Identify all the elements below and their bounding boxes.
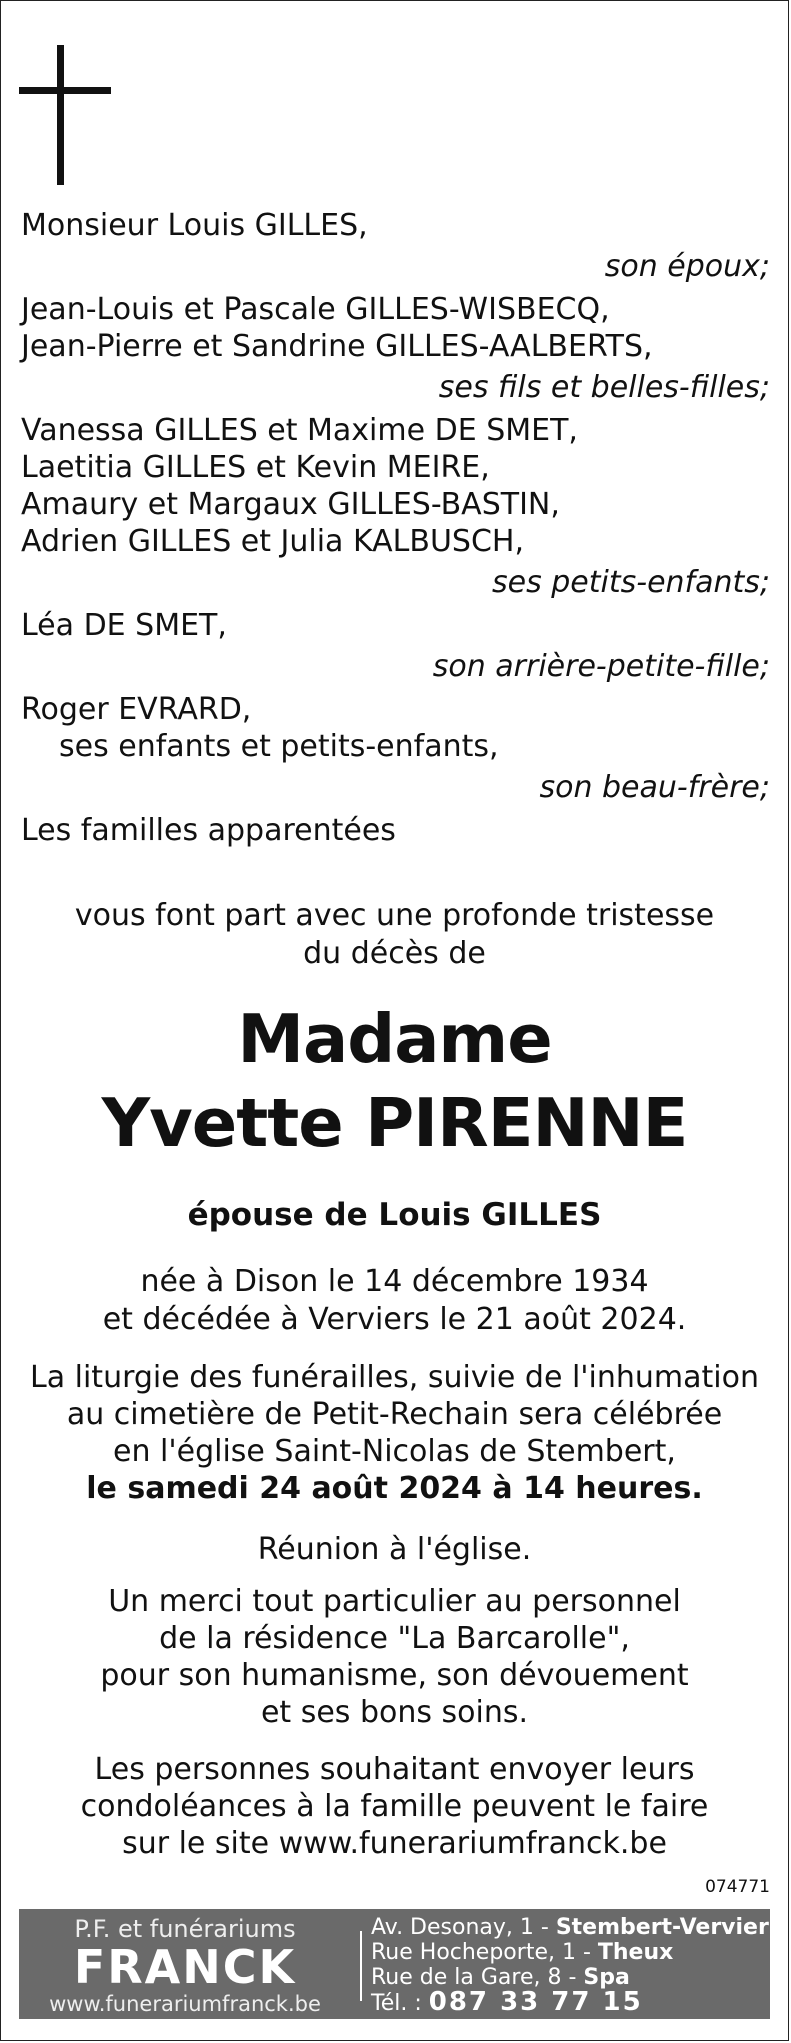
family-relation: ses fils et belles-filles; <box>438 370 770 405</box>
family-member: Amaury et Margaux GILLES-BASTIN, <box>21 487 560 522</box>
birth-death-dates <box>1 1263 788 1339</box>
family-list <box>21 207 770 849</box>
funeral-service <box>1 1359 788 1507</box>
service-line: en l'église Saint-Nicolas de Stembert, <box>113 1434 676 1469</box>
family-member: ses enfants et petits-enfants, <box>59 729 499 764</box>
family-member: Les familles apparentées <box>21 813 396 848</box>
thanks-line: Un merci tout particulier au personnel <box>108 1584 681 1619</box>
address-line <box>371 1915 782 1940</box>
service-line: La liturgie des funérailles, suivie de l'inhumation <box>30 1360 759 1395</box>
address-city: Spa <box>583 1965 630 1990</box>
thanks-line: pour son humanisme, son dévouement <box>100 1658 689 1693</box>
service-line: au cimetière de Petit-Rechain sera célébrée <box>66 1397 723 1432</box>
banner-website: www.funerariumfranck.be <box>49 1992 321 2016</box>
family-relation: son époux; <box>604 249 770 284</box>
thanks-message <box>1 1583 788 1731</box>
address-street: Av. Desonay, 1 - <box>371 1915 556 1940</box>
cross-icon <box>19 45 111 185</box>
funeral-home-logo <box>19 1909 351 2019</box>
family-member: Monsieur Louis GILLES, <box>21 208 368 243</box>
family-member: Roger EVRARD, <box>21 692 252 727</box>
thanks-line: de la résidence "La Barcarolle", <box>159 1621 630 1656</box>
phone-number: 087 33 77 15 <box>428 1987 643 2017</box>
announcement-line: du décès de <box>303 936 486 971</box>
address-city: Stembert-Verviers <box>555 1915 782 1940</box>
family-member: Adrien GILLES et Julia KALBUSCH, <box>21 524 524 559</box>
family-member: Jean-Louis et Pascale GILLES-WISBECQ, <box>21 292 610 327</box>
phone-label: Tél. : <box>371 1991 429 2016</box>
banner-tagline: P.F. et funérariums <box>74 1915 296 1943</box>
banner-addresses <box>371 1915 782 2016</box>
address-street: Rue Hocheporte, 1 - <box>371 1940 598 1965</box>
thanks-line: et ses bons soins. <box>260 1695 529 1730</box>
reference-number: 074771 <box>705 1877 770 1897</box>
announcement <box>1 897 788 973</box>
family-member: Laetitia GILLES et Kevin MEIRE, <box>21 450 490 485</box>
family-relation: son arrière-petite-fille; <box>432 649 770 684</box>
birth-line: née à Dison le 14 décembre 1934 <box>140 1264 649 1299</box>
deceased-name <box>1 997 788 1165</box>
meeting-line: Réunion à l'église. <box>257 1532 532 1567</box>
funeral-home-banner <box>19 1909 782 2019</box>
family-member: Jean-Pierre et Sandrine GILLES-AALBERTS, <box>21 329 653 364</box>
family-relation: ses petits-enfants; <box>492 565 770 600</box>
phone-line <box>371 1987 782 2017</box>
address-street: Rue de la Gare, 8 - <box>371 1965 584 1990</box>
deceased-full-name: Yvette PIRENNE <box>101 1084 688 1162</box>
announcement-line: vous font part avec une profonde tristesse <box>74 898 715 933</box>
condolences-message <box>1 1751 788 1862</box>
deceased-title: Madame <box>237 1000 552 1078</box>
death-line: et décédée à Verviers le 21 août 2024. <box>102 1302 687 1337</box>
banner-brand: FRANCK <box>73 1940 297 1994</box>
banner-divider <box>360 1931 362 2001</box>
spouse-line: épouse de Louis GILLES <box>187 1197 602 1233</box>
condolences-line: Les personnes souhaitant envoyer leurs <box>94 1752 695 1787</box>
address-line <box>371 1940 782 1965</box>
service-date: le samedi 24 août 2024 à 14 heures. <box>86 1471 703 1506</box>
family-relation: son beau-frère; <box>539 770 770 805</box>
family-member: Léa DE SMET, <box>21 608 227 643</box>
family-member: Vanessa GILLES et Maxime DE SMET, <box>21 413 578 448</box>
address-city: Theux <box>597 1940 674 1965</box>
condolences-line: sur le site www.funerariumfranck.be <box>122 1826 667 1861</box>
condolences-line: condoléances à la famille peuvent le faire <box>80 1789 709 1824</box>
